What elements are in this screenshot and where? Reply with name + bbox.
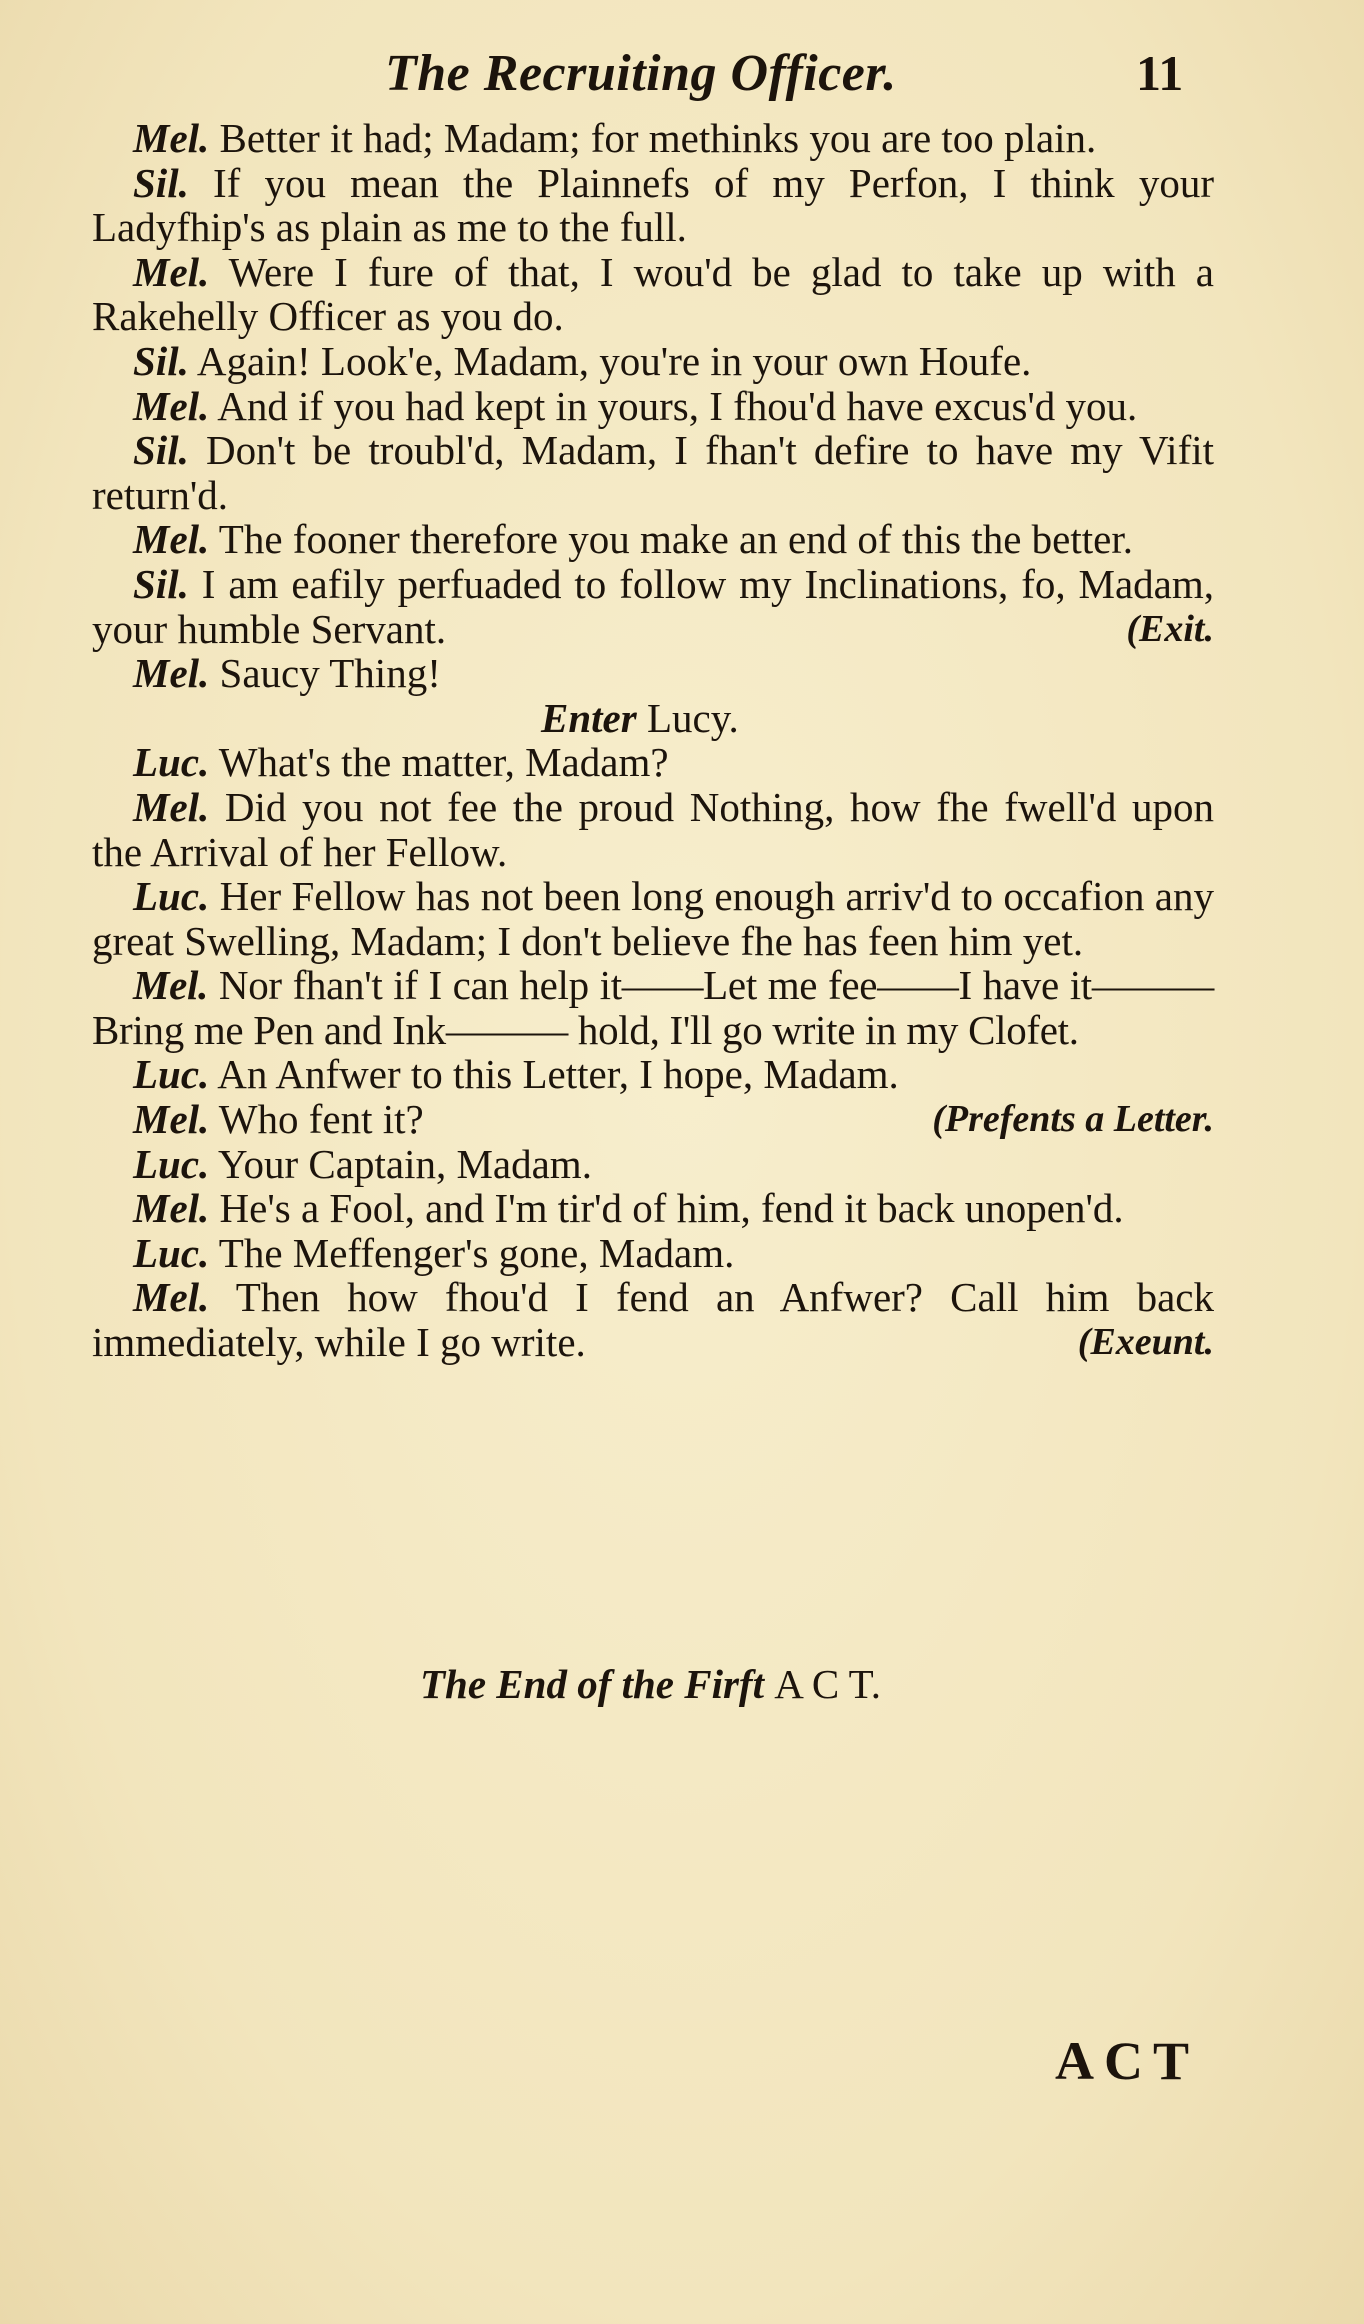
speech-text: Did you not fee the proud Nothing, how fhe fwell'd upon the Arrival of her Fellow. xyxy=(92,783,1214,875)
speaker-name: Mel. xyxy=(133,650,210,697)
play-text xyxy=(92,116,1214,1365)
speech xyxy=(92,384,1214,429)
speaker-name: Sil. xyxy=(133,560,189,607)
stage-direction-enter xyxy=(92,696,1214,741)
speaker-name: Luc. xyxy=(133,873,210,920)
speaker-name: Luc. xyxy=(133,1051,210,1098)
entering-character: Lucy. xyxy=(636,694,739,741)
speech-text: An Anfwer to this Letter, I hope, Madam. xyxy=(209,1051,899,1098)
speech-text: Again! Look'e, Madam, you're in your own Houfe. xyxy=(188,337,1032,384)
stage-direction-exeunt: (Exeunt. xyxy=(1077,1321,1214,1364)
speech xyxy=(92,428,1214,517)
end-of-act-roman: A C T. xyxy=(774,1661,881,1707)
speech-text: Don't be troubl'd, Madam, I fhan't defire to have my Vifit return'd. xyxy=(92,427,1214,518)
speech xyxy=(92,1275,1214,1364)
speaker-name: Mel. xyxy=(133,962,209,1009)
speaker-name: Mel. xyxy=(133,382,210,429)
speech xyxy=(92,161,1214,250)
speech-text: The fooner therefore you make an end of this the better. xyxy=(209,516,1133,563)
page-number: 11 xyxy=(1136,45,1184,101)
speech xyxy=(92,740,1214,785)
speech-text: He's a Fool, and I'm tir'd of him, fend it back unopen'd. xyxy=(209,1185,1124,1232)
speech xyxy=(92,651,1214,696)
speech-text: I am eafily perfuaded to follow my Inclinations, fo, Madam, your humble Servant. xyxy=(92,560,1214,652)
speaker-name: Mel. xyxy=(133,1096,210,1143)
speech xyxy=(92,1097,1214,1142)
stage-direction-presents: (Prefents a Letter. xyxy=(932,1098,1214,1141)
speaker-name: Sil. xyxy=(133,337,189,384)
catchword: ACT xyxy=(1055,2031,1200,2091)
speaker-name: Luc. xyxy=(133,1229,210,1276)
speaker-name: Mel. xyxy=(133,783,210,830)
speech xyxy=(92,116,1214,161)
speaker-name: Mel. xyxy=(133,248,210,295)
speaker-name: Luc. xyxy=(133,739,210,786)
speech-text: Your Captain, Madam. xyxy=(209,1140,592,1187)
speech-text: Were I fure of that, I wou'd be glad to take up with a Rakehelly Officer as you do. xyxy=(92,248,1214,340)
speech xyxy=(92,785,1214,874)
speaker-name: Mel. xyxy=(133,1274,210,1321)
end-of-act xyxy=(420,1660,881,1708)
speech xyxy=(92,1186,1214,1231)
speech xyxy=(92,874,1214,963)
speech-text: Then how fhou'd I fend an Anfwer? Call him back immediately, while I go write. xyxy=(92,1274,1214,1366)
speech xyxy=(92,1052,1214,1097)
speech xyxy=(92,562,1214,651)
speech xyxy=(92,250,1214,339)
speaker-name: Sil. xyxy=(133,159,189,206)
speech-text: And if you had kept in yours, I fhou'd have excus'd you. xyxy=(209,382,1138,429)
speech-text: Her Fellow has not been long enough arriv'd to occafion any great Swelling, Madam; I don't believe fhe has feen him yet. xyxy=(92,873,1214,964)
speech-text: Saucy Thing! xyxy=(209,650,441,697)
speech-text: Better it had; Madam; for methinks you are too plain. xyxy=(209,115,1097,161)
speech-text: What's the matter, Madam? xyxy=(209,739,669,786)
speaker-name: Mel. xyxy=(133,115,210,161)
running-title: The Recruiting Officer. xyxy=(385,45,897,102)
end-of-act-italic: The End of the Firft xyxy=(420,1661,775,1707)
page-header xyxy=(0,44,1364,114)
speech-text: The Meffenger's gone, Madam. xyxy=(209,1229,735,1276)
speech xyxy=(92,1231,1214,1276)
speaker-name: Mel. xyxy=(133,1185,210,1232)
stage-direction-exit: (Exit. xyxy=(1126,607,1214,650)
speaker-name: Luc. xyxy=(133,1140,210,1187)
enter-word: Enter xyxy=(541,694,637,741)
speech-text: If you mean the Plainnefs of my Perfon, I think your Ladyfhip's as plain as me to the full. xyxy=(92,159,1214,251)
speaker-name: Sil. xyxy=(133,427,189,474)
speech-text: Who fent it? xyxy=(209,1096,424,1143)
speech xyxy=(92,517,1214,562)
speech xyxy=(92,339,1214,384)
speech-text: Nor fhan't if I can help it——Let me fee——I have it———Bring me Pen and Ink——— hold, I'll go write in my Clofet. xyxy=(92,962,1214,1053)
speech xyxy=(92,1142,1214,1187)
speech xyxy=(92,963,1214,1052)
speaker-name: Mel. xyxy=(133,516,210,563)
